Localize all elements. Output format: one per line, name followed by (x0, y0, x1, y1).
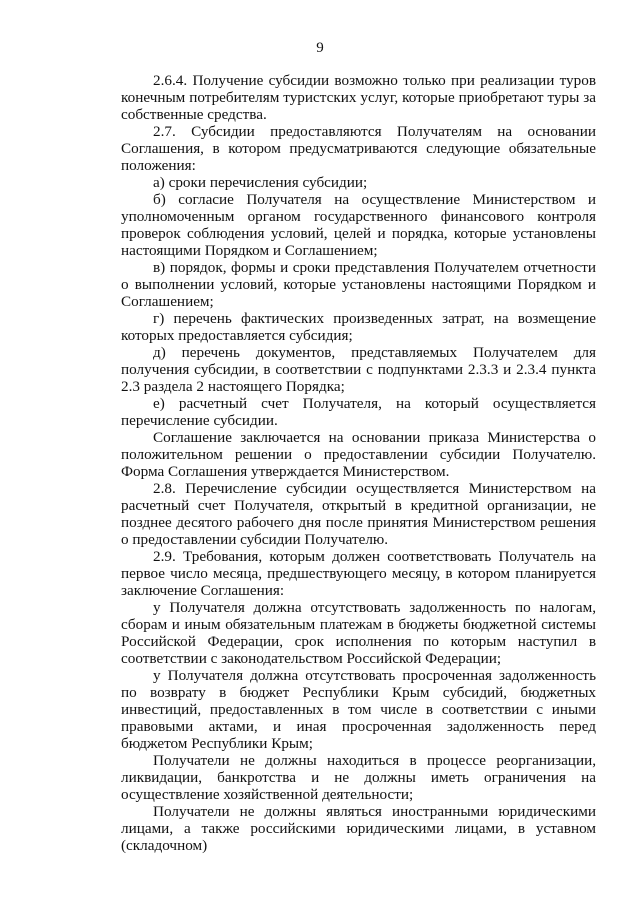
list-item-g: г) перечень фактических произведенных затрат, на возмещение которых предоставляется субсидия; (121, 310, 596, 344)
list-item-a: а) сроки перечисления субсидии; (153, 174, 368, 191)
requirement-tax-debt: у Получателя должна отсутствовать задолженность по налогам, сборам и иным обязательным платежам в бюджеты бюджетной системы Российской Федерации, срок исполнения по которым наступил в соответствии с законодательством Российской Федерации; (121, 599, 596, 667)
requirement-foreign-entity: Получатели не должны являться иностранными юридическими лицами, а также российскими юридическими лицами, в уставном (складочном) (121, 803, 596, 854)
list-item-d: д) перечень документов, представляемых Получателем для получения субсидии, в соответствии с подпунктами 2.3.3 и 2.3.4 пункта 2.3 раздела 2 настоящего Порядка; (121, 344, 596, 395)
page-number: 9 (316, 40, 324, 56)
list-item-e: е) расчетный счет Получателя, на который осуществляется перечисление субсидии. (121, 395, 596, 429)
requirement-overdue-debt: у Получателя должна отсутствовать просроченная задолженность по возврату в бюджет Республики Крым субсидий, бюджетных инвестиций, предоставленных в том числе в соответствии с иными правовыми актами, и иная просроченная задолженность перед бюджетом Республики Крым; (121, 667, 596, 752)
paragraph-2-8: 2.8. Перечисление субсидии осуществляется Министерством на расчетный счет Получателя, открытый в кредитной организации, не позднее десятого рабочего дня после принятия Министерством решения о предоставлении субсидии Получателю. (121, 480, 596, 548)
list-item-v: в) порядок, формы и сроки представления Получателем отчетности о выполнении условий, которые установлены настоящими Порядком и Соглашением; (121, 259, 596, 310)
document-body (121, 72, 596, 854)
paragraph-2-9: 2.9. Требования, которым должен соответствовать Получатель на первое число месяца, предшествующего месяцу, в котором планируется заключение Соглашения: (121, 548, 596, 599)
paragraph-2-6-4: 2.6.4. Получение субсидии возможно только при реализации туров конечным потребителям туристских услуг, которые приобретают туры за собственные средства. (121, 72, 596, 123)
paragraph-agreement: Соглашение заключается на основании приказа Министерства о положительном решении о предоставлении субсидии Получателю. Форма Соглашения утверждается Министерством. (121, 429, 596, 480)
paragraph-2-7: 2.7. Субсидии предоставляются Получателям на основании Соглашения, в котором предусматриваются следующие обязательные положения: (121, 123, 596, 174)
list-item-b: б) согласие Получателя на осуществление Министерством и уполномоченным органом государственного финансового контроля проверок соблюдения условий, целей и порядка, которые установлены настоящими Порядком и Соглашением; (121, 191, 596, 259)
requirement-reorganization: Получатели не должны находиться в процессе реорганизации, ликвидации, банкротства и не должны иметь ограничения на осуществление хозяйственной деятельности; (121, 752, 596, 803)
